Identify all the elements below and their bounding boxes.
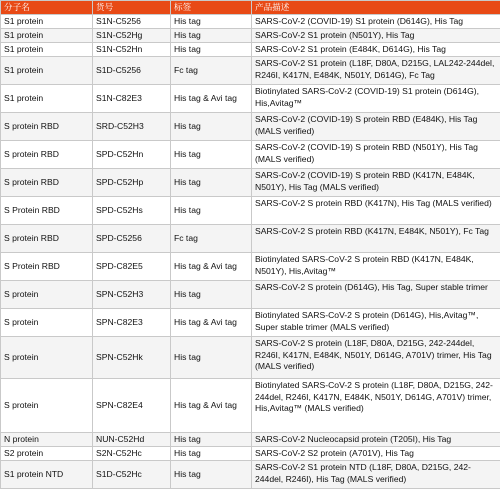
cell-catalog: S2N-C52Hc bbox=[93, 447, 171, 461]
table-row bbox=[1, 113, 500, 141]
cell-catalog: SPN-C82E4 bbox=[93, 379, 171, 433]
cell-catalog: S1N-C82E3 bbox=[93, 85, 171, 113]
table-row bbox=[1, 447, 500, 461]
cell-tag: His tag & Avi tag bbox=[171, 379, 252, 433]
cell-tag: His tag bbox=[171, 433, 252, 447]
cell-molecule: S1 protein bbox=[1, 15, 93, 29]
cell-description: Biotinylated SARS-CoV-2 S protein RBD (K417N, E484K, N501Y), His,Avitag™ bbox=[252, 253, 500, 281]
table-row bbox=[1, 461, 500, 489]
cell-tag: His tag bbox=[171, 43, 252, 57]
cell-molecule: S1 protein bbox=[1, 29, 93, 43]
cell-molecule: S protein bbox=[1, 379, 93, 433]
cell-description: SARS-CoV-2 S protein RBD (K417N), His Tag (MALS verified) bbox=[252, 197, 500, 225]
table-row bbox=[1, 281, 500, 309]
cell-tag: Fc tag bbox=[171, 225, 252, 253]
cell-description: SARS-CoV-2 S1 protein (E484K, D614G), His Tag bbox=[252, 43, 500, 57]
cell-tag: His tag & Avi tag bbox=[171, 309, 252, 337]
cell-catalog: S1N-C5256 bbox=[93, 15, 171, 29]
table-row bbox=[1, 225, 500, 253]
cell-description: SARS-CoV-2 S protein (L18F, D80A, D215G, 242-244del, R246I, K417N, E484K, N501Y, D614G, A701V) trimer, His Tag (MALS verified) bbox=[252, 337, 500, 379]
cell-catalog: S1D-C5256 bbox=[93, 57, 171, 85]
table-row bbox=[1, 29, 500, 43]
header-molecule: 分子名 bbox=[1, 1, 93, 15]
header-tag: 标签 bbox=[171, 1, 252, 15]
cell-tag: His tag bbox=[171, 141, 252, 169]
cell-molecule: S protein RBD bbox=[1, 141, 93, 169]
cell-catalog: S1N-C52Hn bbox=[93, 43, 171, 57]
cell-molecule: S1 protein bbox=[1, 43, 93, 57]
table-row bbox=[1, 43, 500, 57]
cell-description: SARS-CoV-2 S1 protein (N501Y), His Tag bbox=[252, 29, 500, 43]
header-row bbox=[1, 1, 500, 15]
cell-molecule: S1 protein bbox=[1, 57, 93, 85]
cell-catalog: NUN-C52Hd bbox=[93, 433, 171, 447]
cell-tag: His tag bbox=[171, 197, 252, 225]
cell-catalog: SPD-C5256 bbox=[93, 225, 171, 253]
cell-tag: His tag bbox=[171, 337, 252, 379]
cell-tag: His tag bbox=[171, 113, 252, 141]
table-row bbox=[1, 169, 500, 197]
cell-description: SARS-CoV-2 (COVID-19) S protein RBD (N501Y), His Tag (MALS verified) bbox=[252, 141, 500, 169]
cell-molecule: S Protein RBD bbox=[1, 197, 93, 225]
cell-molecule: S protein RBD bbox=[1, 225, 93, 253]
cell-molecule: S protein bbox=[1, 309, 93, 337]
cell-molecule: S protein RBD bbox=[1, 113, 93, 141]
cell-description: SARS-CoV-2 S2 protein (A701V), His Tag bbox=[252, 447, 500, 461]
header-description: 产品描述 bbox=[252, 1, 500, 15]
cell-description: SARS-CoV-2 (COVID-19) S protein RBD (K417N, E484K, N501Y), His Tag (MALS verified) bbox=[252, 169, 500, 197]
cell-catalog: S1D-C52Hc bbox=[93, 461, 171, 489]
cell-tag: His tag bbox=[171, 461, 252, 489]
table-row bbox=[1, 15, 500, 29]
cell-tag: His tag bbox=[171, 281, 252, 309]
cell-molecule: S protein RBD bbox=[1, 169, 93, 197]
cell-molecule: S protein bbox=[1, 337, 93, 379]
table-row bbox=[1, 309, 500, 337]
cell-catalog: SRD-C52H3 bbox=[93, 113, 171, 141]
table-row bbox=[1, 85, 500, 113]
header-catalog: 货号 bbox=[93, 1, 171, 15]
cell-catalog: SPD-C82E5 bbox=[93, 253, 171, 281]
cell-catalog: SPD-C52Hn bbox=[93, 141, 171, 169]
cell-description: SARS-CoV-2 S1 protein NTD (L18F, D80A, D215G, 242-244del, R246I), His Tag (MALS verified) bbox=[252, 461, 500, 489]
table-row bbox=[1, 379, 500, 433]
cell-description: SARS-CoV-2 (COVID-19) S protein RBD (E484K), His Tag (MALS verified) bbox=[252, 113, 500, 141]
cell-molecule: S1 protein NTD bbox=[1, 461, 93, 489]
table-row bbox=[1, 253, 500, 281]
table-row bbox=[1, 197, 500, 225]
cell-description: SARS-CoV-2 S protein (D614G), His Tag, Super stable trimer bbox=[252, 281, 500, 309]
cell-description: SARS-CoV-2 (COVID-19) S1 protein (D614G), His Tag bbox=[252, 15, 500, 29]
cell-description: Biotinylated SARS-CoV-2 S protein (L18F, D80A, D215G, 242-244del, R246I, K417N, E484K, N501Y, D614G, A701V) trimer, His,Avitag™ (MALS verified) bbox=[252, 379, 500, 433]
table-row bbox=[1, 337, 500, 379]
cell-catalog: SPN-C82E3 bbox=[93, 309, 171, 337]
cell-tag: His tag bbox=[171, 169, 252, 197]
cell-catalog: SPD-C52Hs bbox=[93, 197, 171, 225]
table-row bbox=[1, 57, 500, 85]
cell-description: Biotinylated SARS-CoV-2 S protein (D614G), His,Avitag™, Super stable trimer (MALS verified) bbox=[252, 309, 500, 337]
cell-catalog: SPN-C52Hk bbox=[93, 337, 171, 379]
cell-tag: His tag & Avi tag bbox=[171, 85, 252, 113]
cell-molecule: S Protein RBD bbox=[1, 253, 93, 281]
cell-tag: Fc tag bbox=[171, 57, 252, 85]
cell-molecule: S2 protein bbox=[1, 447, 93, 461]
cell-molecule: N protein bbox=[1, 433, 93, 447]
table-row bbox=[1, 433, 500, 447]
cell-molecule: S protein bbox=[1, 281, 93, 309]
cell-tag: His tag bbox=[171, 15, 252, 29]
cell-description: SARS-CoV-2 S1 protein (L18F, D80A, D215G, LAL242-244del, R246I, K417N, E484K, N501Y, D614G), Fc Tag bbox=[252, 57, 500, 85]
cell-tag: His tag bbox=[171, 29, 252, 43]
cell-description: SARS-CoV-2 Nucleocapsid protein (T205I), His Tag bbox=[252, 433, 500, 447]
cell-catalog: SPD-C52Hp bbox=[93, 169, 171, 197]
cell-tag: His tag bbox=[171, 447, 252, 461]
cell-tag: His tag & Avi tag bbox=[171, 253, 252, 281]
cell-molecule: S1 protein bbox=[1, 85, 93, 113]
table-row bbox=[1, 141, 500, 169]
cell-description: SARS-CoV-2 S protein RBD (K417N, E484K, N501Y), Fc Tag bbox=[252, 225, 500, 253]
cell-catalog: SPN-C52H3 bbox=[93, 281, 171, 309]
cell-description: Biotinylated SARS-CoV-2 (COVID-19) S1 protein (D614G), His,Avitag™ bbox=[252, 85, 500, 113]
cell-catalog: S1N-C52Hg bbox=[93, 29, 171, 43]
